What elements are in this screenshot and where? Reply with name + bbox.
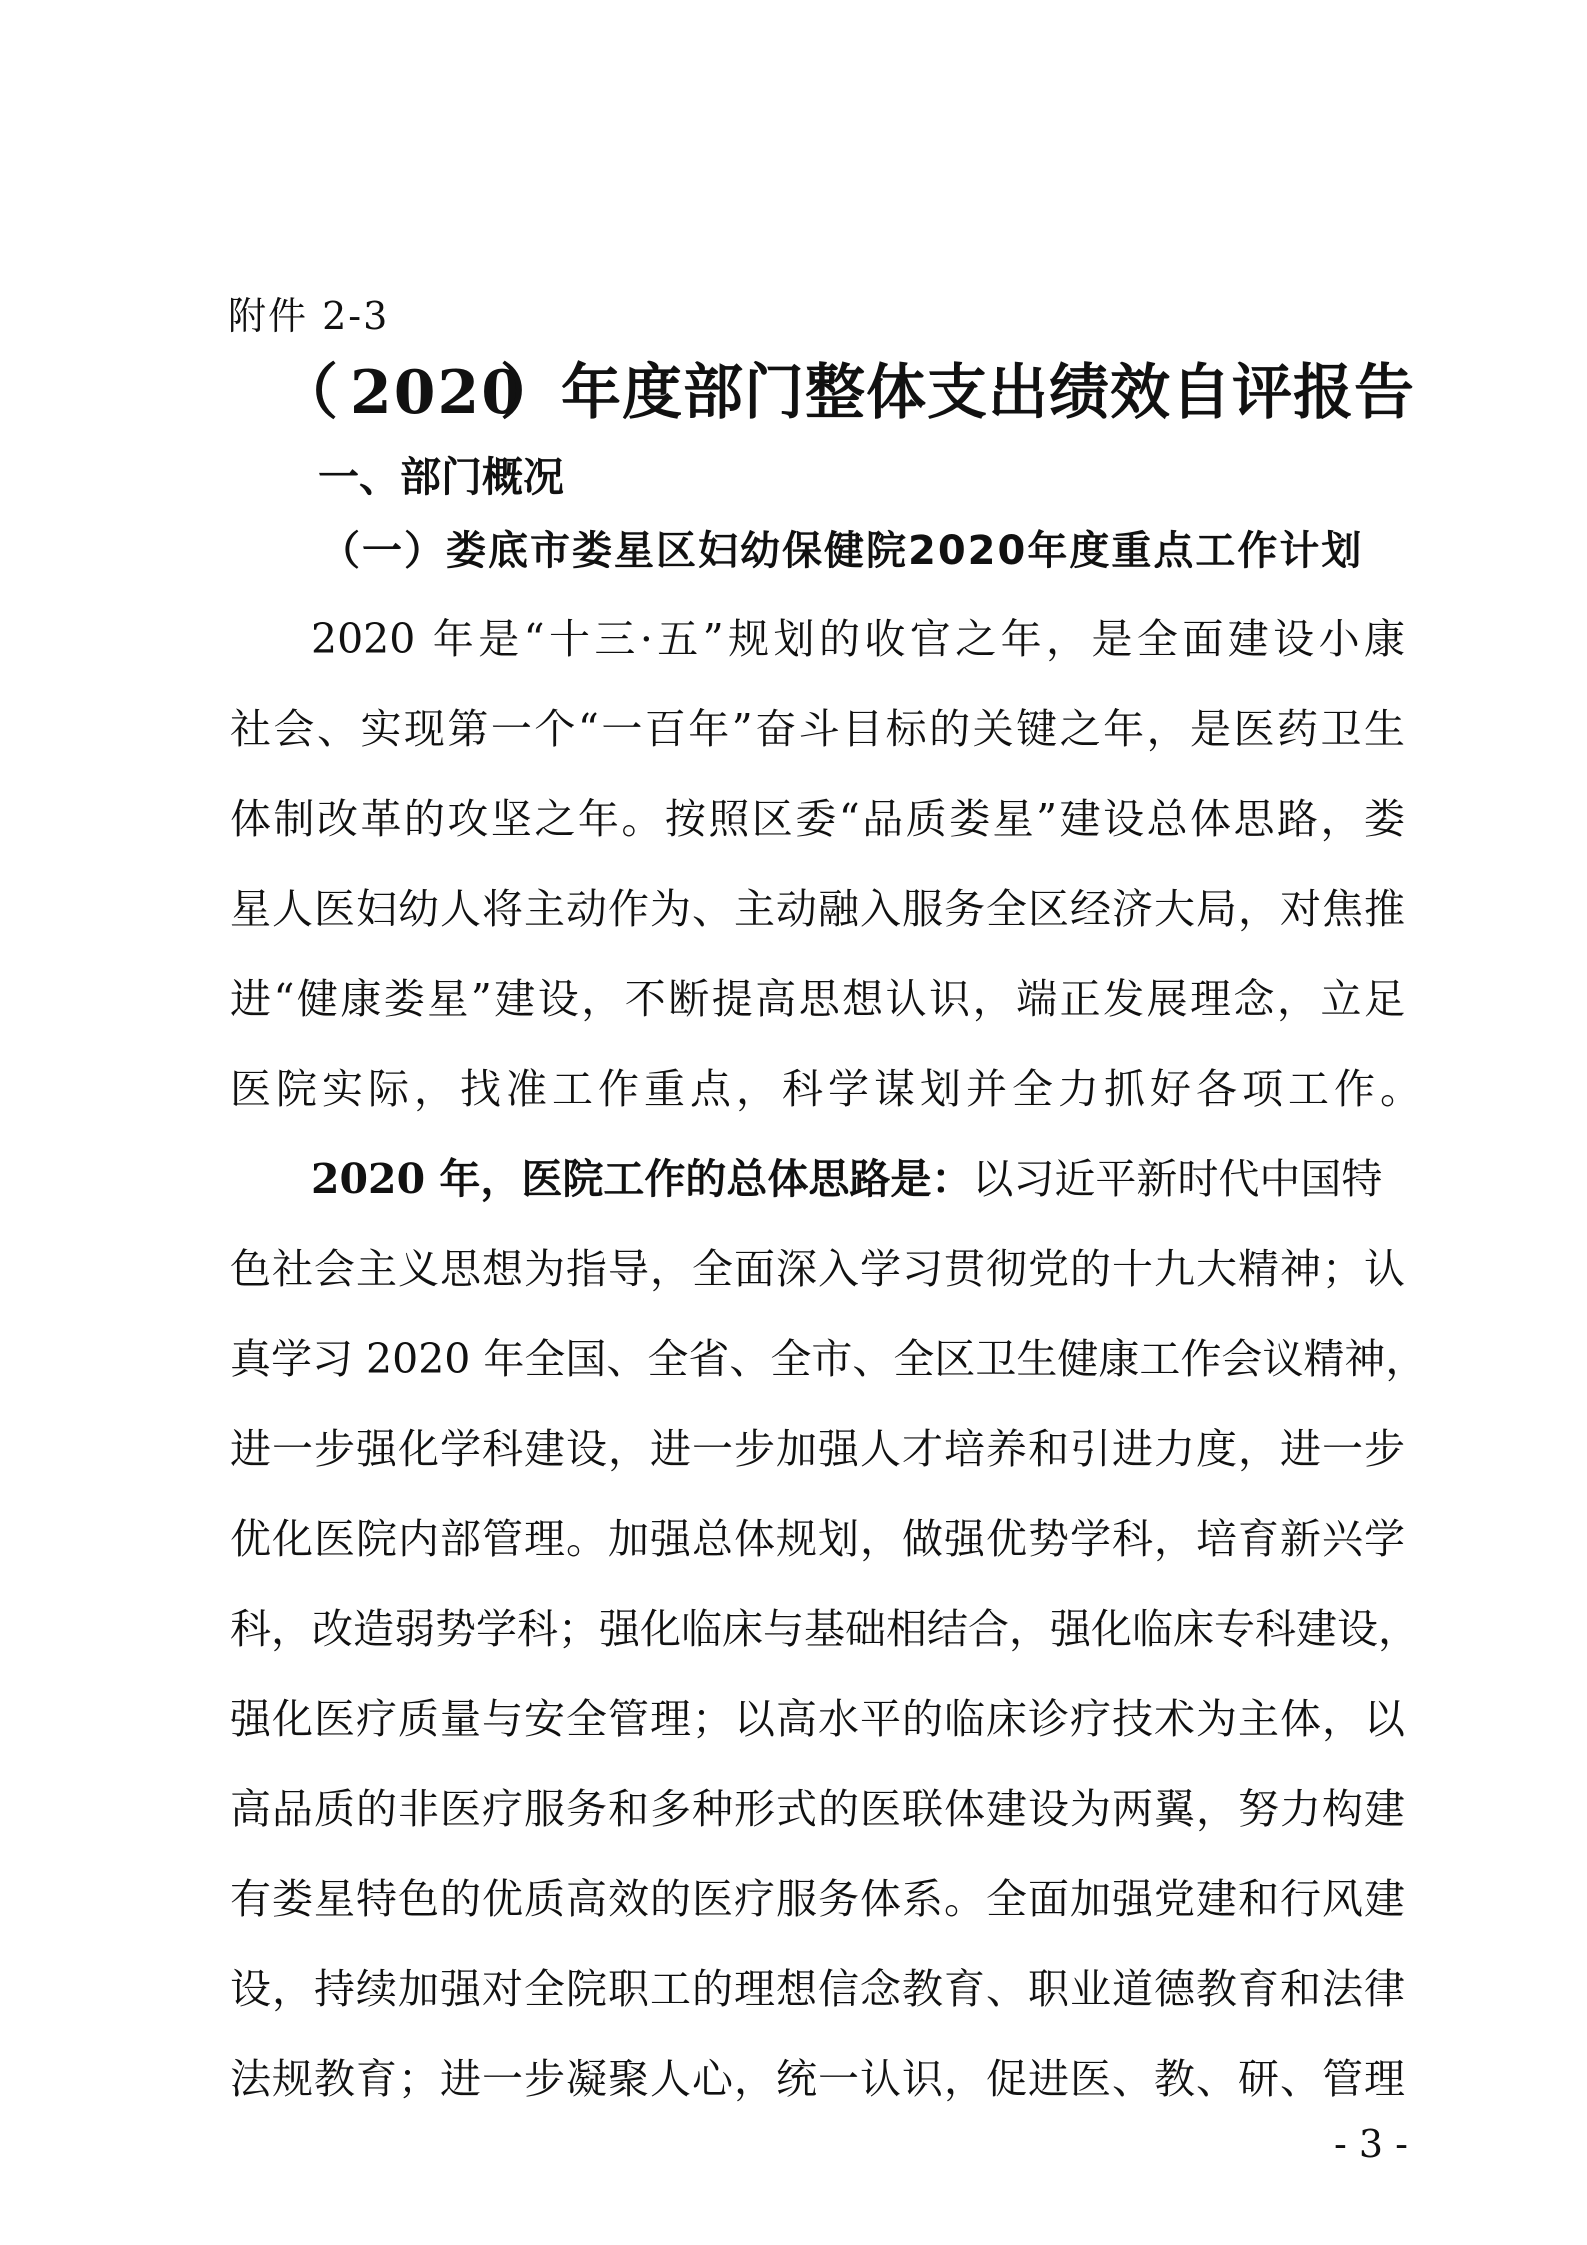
title-year: 2020 (350, 358, 525, 428)
paragraph2-line: 设，持续加强对全院职工的理想信念教育、职业道德教育和法律 (230, 1965, 1405, 2013)
paragraph1-line: 体制改革的攻坚之年。按照区委“品质娄星”建设总体思路，娄 (230, 795, 1405, 843)
paragraph2-bold-lead: 2020 年，医院工作的总体思路是： (311, 1155, 973, 1203)
paragraph1-line: 2020 年是“十三·五”规划的收官之年，是全面建设小康 (311, 615, 1405, 663)
paragraph1-line: 医院实际，找准工作重点，科学谋划并全力抓好各项工作。 (230, 1065, 1426, 1113)
paragraph1-line: 星人医妇幼人将主动作为、主动融入服务全区经济大局，对焦推 (230, 885, 1405, 933)
paragraph2-line: 进一步强化学科建设，进一步加强人才培养和引进力度，进一步 (230, 1425, 1405, 1473)
paragraph2-line: 有娄星特色的优质高效的医疗服务体系。全面加强党建和行风建 (230, 1875, 1405, 1923)
paragraph2-line: 优化医院内部管理。加强总体规划，做强优势学科，培育新兴学 (230, 1515, 1405, 1563)
paragraph2-line: 色社会主义思想为指导，全面深入学习贯彻党的十九大精神；认 (230, 1245, 1405, 1293)
title-text: ）年度部门整体支出绩效自评报告 (500, 358, 1415, 428)
paragraph1-line: 社会、实现第一个“一百年”奋斗目标的关键之年，是医药卫生 (230, 705, 1405, 753)
paragraph2-line: 真学习 2020 年全国、全省、全市、全区卫生健康工作会议精神， (230, 1335, 1427, 1383)
paragraph2-line: 强化医疗质量与安全管理；以高水平的临床诊疗技术为主体，以 (230, 1695, 1405, 1743)
paragraph2-line: 高品质的非医疗服务和多种形式的医联体建设为两翼，努力构建 (230, 1785, 1405, 1833)
document-title (0, 358, 1587, 428)
paragraph2-line: 科，改造弱势学科；强化临床与基础相结合，强化临床专科建设， (230, 1605, 1419, 1653)
subsection-heading: （一）娄底市娄星区妇幼保健院2020年度重点工作计划 (320, 528, 1364, 574)
attachment-label: 附件 2-3 (228, 294, 390, 338)
paragraph1-line: 进“健康娄星”建设，不断提高思想认识，端正发展理念，立足 (230, 975, 1405, 1023)
page-number: - 3 - (1334, 2122, 1409, 2166)
paragraph2-lead-rest: 以习近平新时代中国特 (972, 1155, 1383, 1203)
section-heading: 一、部门概况 (318, 453, 564, 501)
paragraph2-first-line (311, 1134, 1405, 1224)
paragraph2-line: 法规教育；进一步凝聚人心，统一认识，促进医、教、研、管理 (230, 2055, 1405, 2103)
title-open-paren: （ (278, 358, 338, 428)
